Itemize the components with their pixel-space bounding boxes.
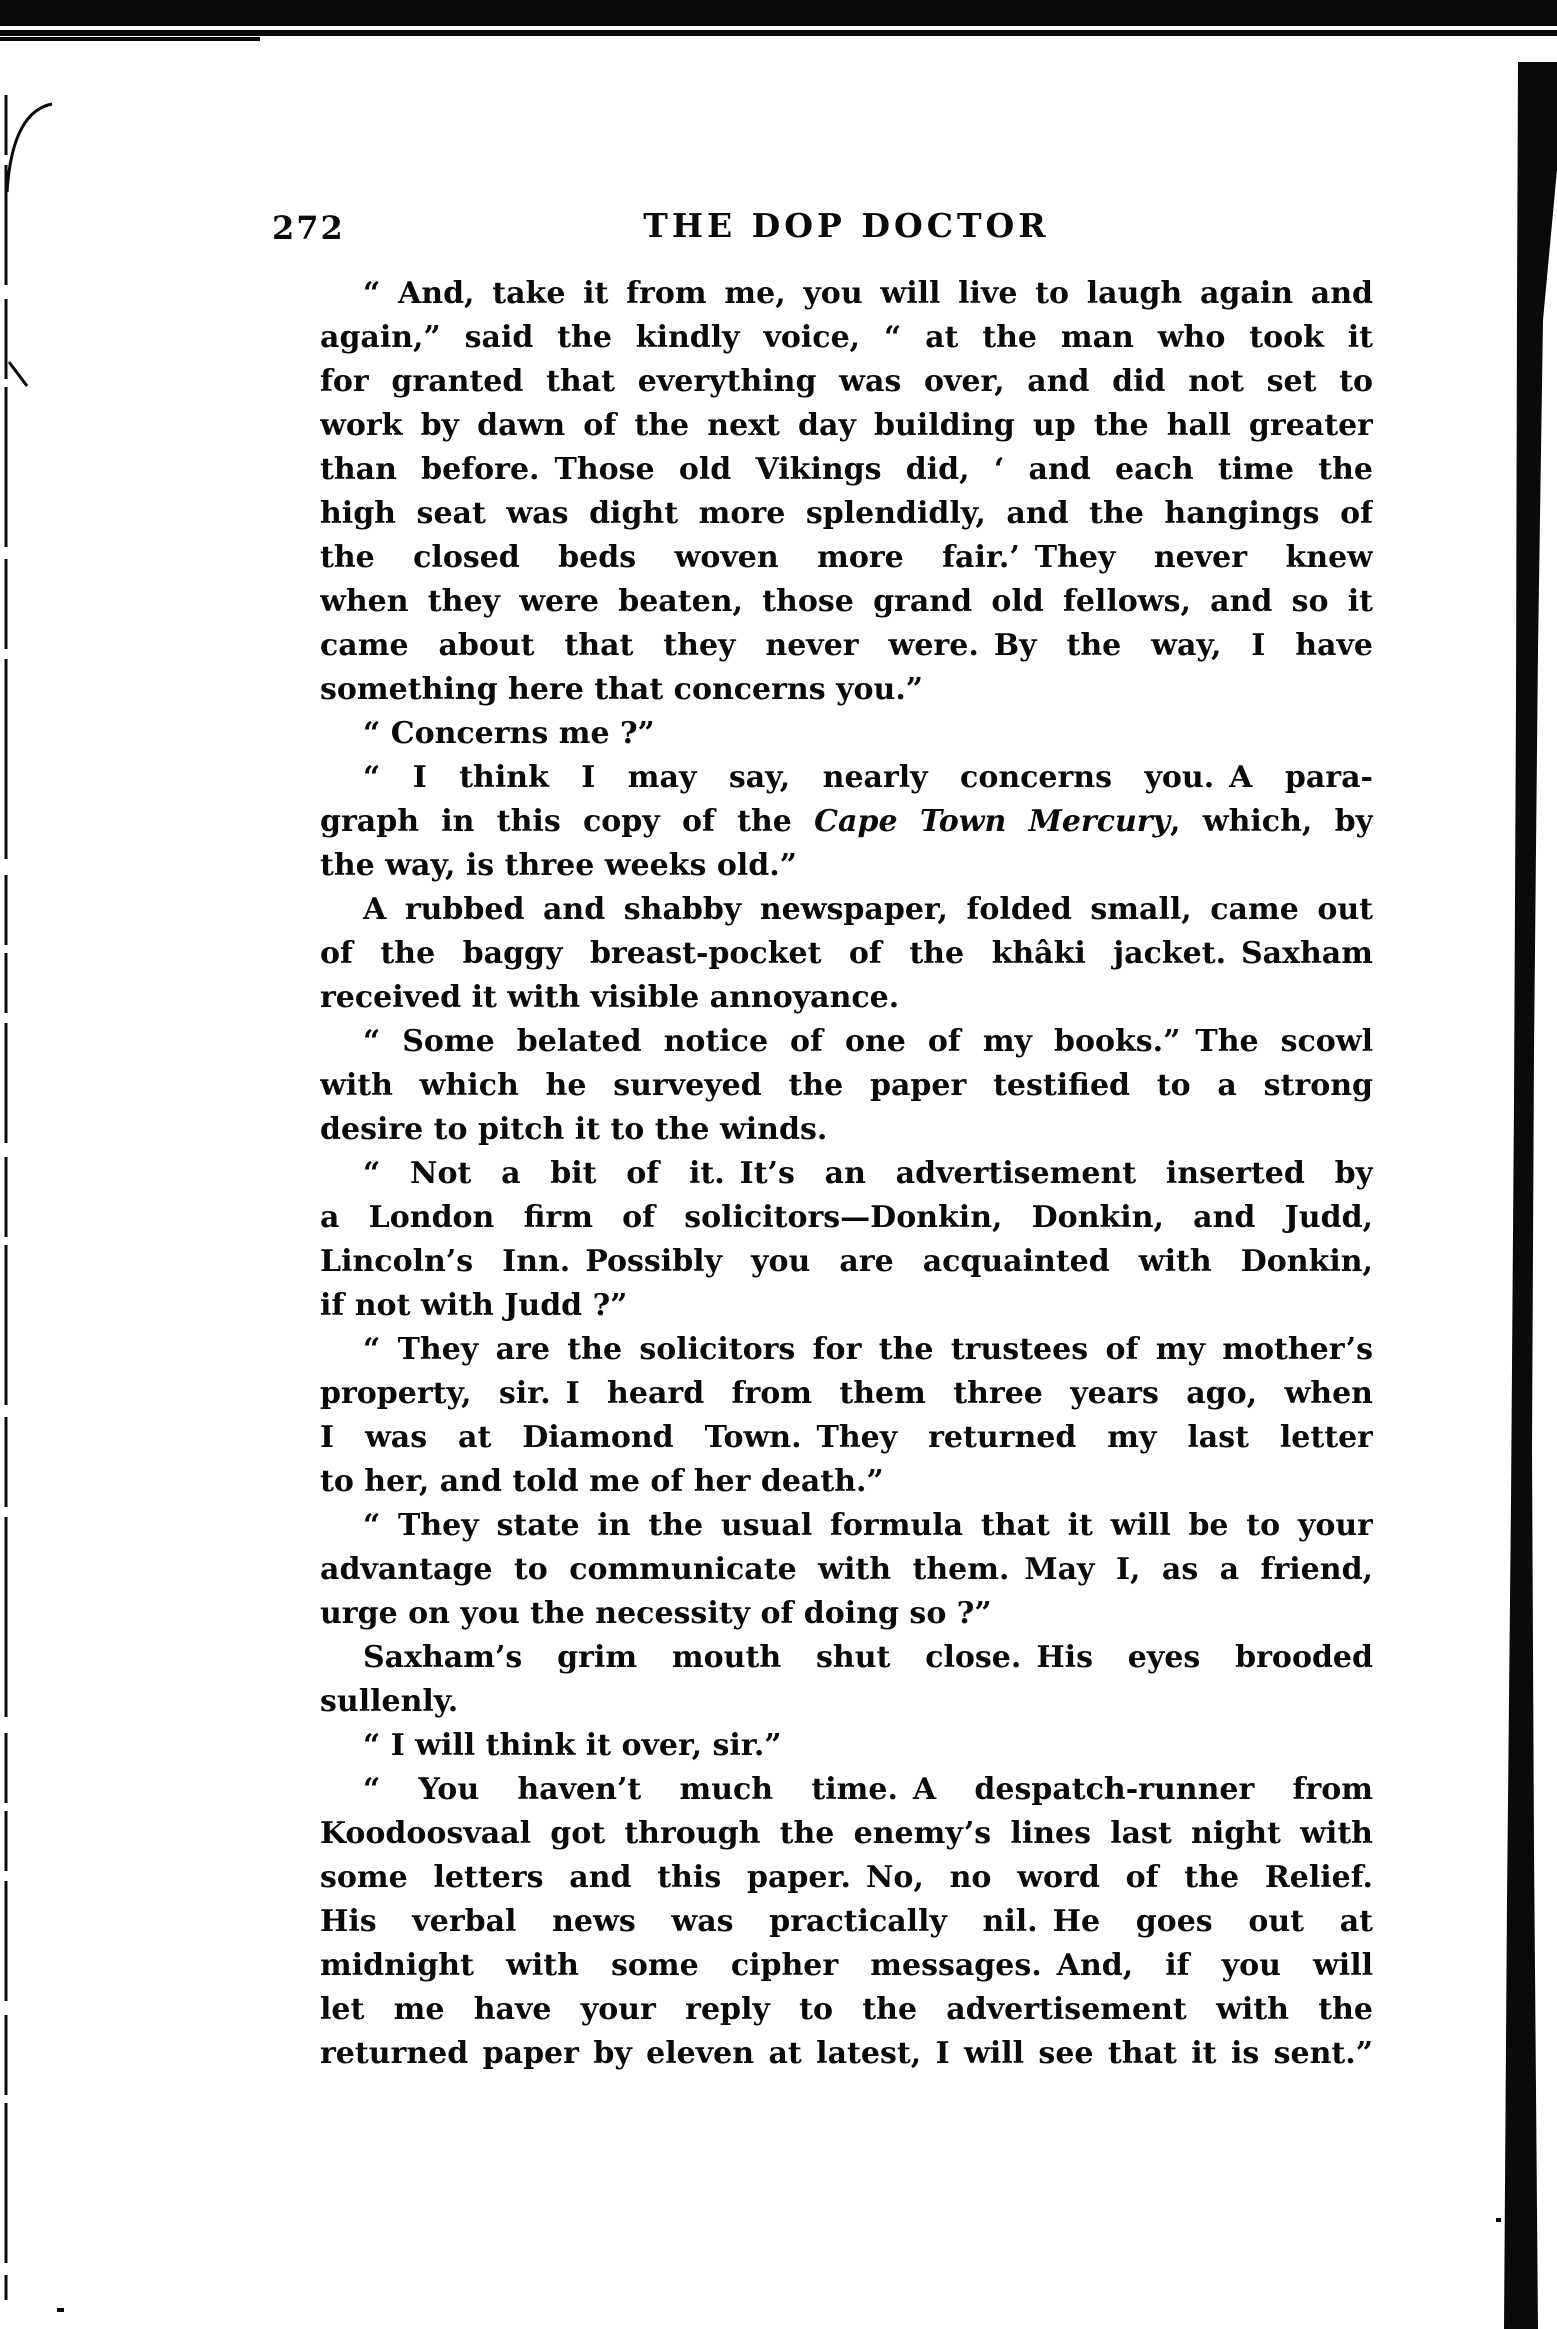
text-line [320,580,1373,624]
text-line [320,1768,1373,1812]
text-segment: Koodoosvaal got through the enemy’s lines last night with [320,1816,1373,1851]
text-segment: advantage to communicate with them. May I, as a friend, [320,1552,1373,1587]
text-segment: let me have your reply to the advertisement with the [320,1992,1373,2027]
text-segment: Lincoln’s Inn. Possibly you are acquainted with Donkin, [320,1244,1373,1279]
running-title: THE DOP DOCTOR [643,206,1050,245]
text-line [320,1856,1373,1900]
scan-tick [9,362,27,386]
text-line [320,800,1373,844]
text-line [320,1636,1373,1680]
text-segment: “ Not a bit of it. It’s an advertisement inserted by [363,1156,1373,1191]
text-line [320,1944,1373,1988]
text-line [320,272,1373,316]
text-segment: returned paper by eleven at latest, I will see that it is sent.” [320,2036,1373,2071]
text-line [320,404,1373,448]
text-segment: a London firm of solicitors—Donkin, Donkin, and Judd, [320,1200,1373,1235]
text-line [320,1152,1373,1196]
text-line [320,1548,1373,1592]
text-segment: “ I think I may say, nearly concerns you. A para- [363,760,1373,795]
text-line [320,624,1373,668]
text-segment: something here that concerns you.” [320,672,924,707]
text-segment: property, sir. I heard from them three years ago, when [320,1376,1373,1411]
scan-corner-curve [7,104,52,192]
text-segment: again,” said the kindly voice, “ at the man who took it [320,320,1373,355]
text-line [320,976,1373,1020]
text-segment: A rubbed and shabby newspaper, folded small, came out [363,892,1373,927]
text-segment: the closed beds woven more fair.’ They never knew [320,540,1373,575]
page-number: 272 [272,209,345,247]
text-segment: graph in this copy of the [320,804,815,839]
text-segment: urge on you the necessity of doing so ?” [320,1596,992,1631]
scan-right-bar [1504,62,1557,2329]
text-line [320,492,1373,536]
text-line [320,1328,1373,1372]
text-line [320,1812,1373,1856]
text-segment: His verbal news was practically nil. He goes out at [320,1904,1373,1939]
text-segment: some letters and this paper. No, no word of the Relief. [320,1860,1373,1895]
text-segment: , which, by [1170,804,1373,839]
scan-speck [1496,2218,1501,2222]
text-line [320,1724,1373,1768]
text-segment: the way, is three weeks old.” [320,848,797,883]
text-line [320,1416,1373,1460]
text-line [320,1108,1373,1152]
text-line [320,1680,1373,1724]
text-line [320,448,1373,492]
text-line [320,1196,1373,1240]
text-segment: midnight with some cipher messages. And, if you will [320,1948,1373,1983]
text-segment: to her, and told me of her death.” [320,1464,884,1499]
text-line [320,712,1373,756]
text-line [320,1064,1373,1108]
text-line [320,932,1373,976]
text-segment: than before. Those old Vikings did, ‘ and each time the [320,452,1373,487]
text-line [320,668,1373,712]
text-segment: if not with Judd ?” [320,1288,628,1323]
scan-speck [57,2308,64,2312]
text-line [320,1240,1373,1284]
text-segment: “ I will think it over, sir.” [363,1728,782,1763]
text-line [320,1020,1373,1064]
text-line [320,1460,1373,1504]
text-segment: sullenly. [320,1684,459,1719]
text-line [320,1372,1373,1416]
text-line [320,536,1373,580]
text-line [320,1988,1373,2032]
text-segment: I was at Diamond Town. They returned my last letter [320,1420,1373,1455]
italic-text-segment: Cape Town Mercury [814,804,1171,839]
text-block [320,272,1373,2076]
text-line [320,844,1373,888]
text-line [320,1900,1373,1944]
text-line [320,360,1373,404]
text-segment: “ Concerns me ?” [363,716,655,751]
text-segment: “ They are the solicitors for the trustees of my mother’s [363,1332,1373,1367]
text-segment: desire to pitch it to the winds. [320,1112,828,1147]
text-segment: for granted that everything was over, and did not set to [320,364,1373,399]
text-segment: received it with visible annoyance. [320,980,900,1015]
text-line [320,756,1373,800]
text-segment: “ And, take it from me, you will live to laugh again and [363,276,1373,311]
text-line [320,2032,1373,2076]
text-line [320,888,1373,932]
text-segment: “ They state in the usual formula that it will be to your [363,1508,1373,1543]
text-segment: high seat was dight more splendidly, and the hangings of [320,496,1373,531]
text-segment: came about that they never were. By the way, I have [320,628,1373,663]
text-line [320,1592,1373,1636]
text-line [320,316,1373,360]
text-segment: of the baggy breast-pocket of the khâki jacket. Saxham [320,936,1373,971]
text-segment: Saxham’s grim mouth shut close. His eyes brooded [363,1640,1373,1675]
text-segment: work by dawn of the next day building up the hall greater [320,408,1373,443]
text-segment: “ Some belated notice of one of my books.” The scowl [363,1024,1373,1059]
text-segment: with which he surveyed the paper testified to a strong [320,1068,1373,1103]
text-segment: “ You haven’t much time. A despatch-runner from [363,1772,1373,1807]
text-line [320,1284,1373,1328]
text-line [320,1504,1373,1548]
text-segment: when they were beaten, those grand old fellows, and so it [320,584,1373,619]
